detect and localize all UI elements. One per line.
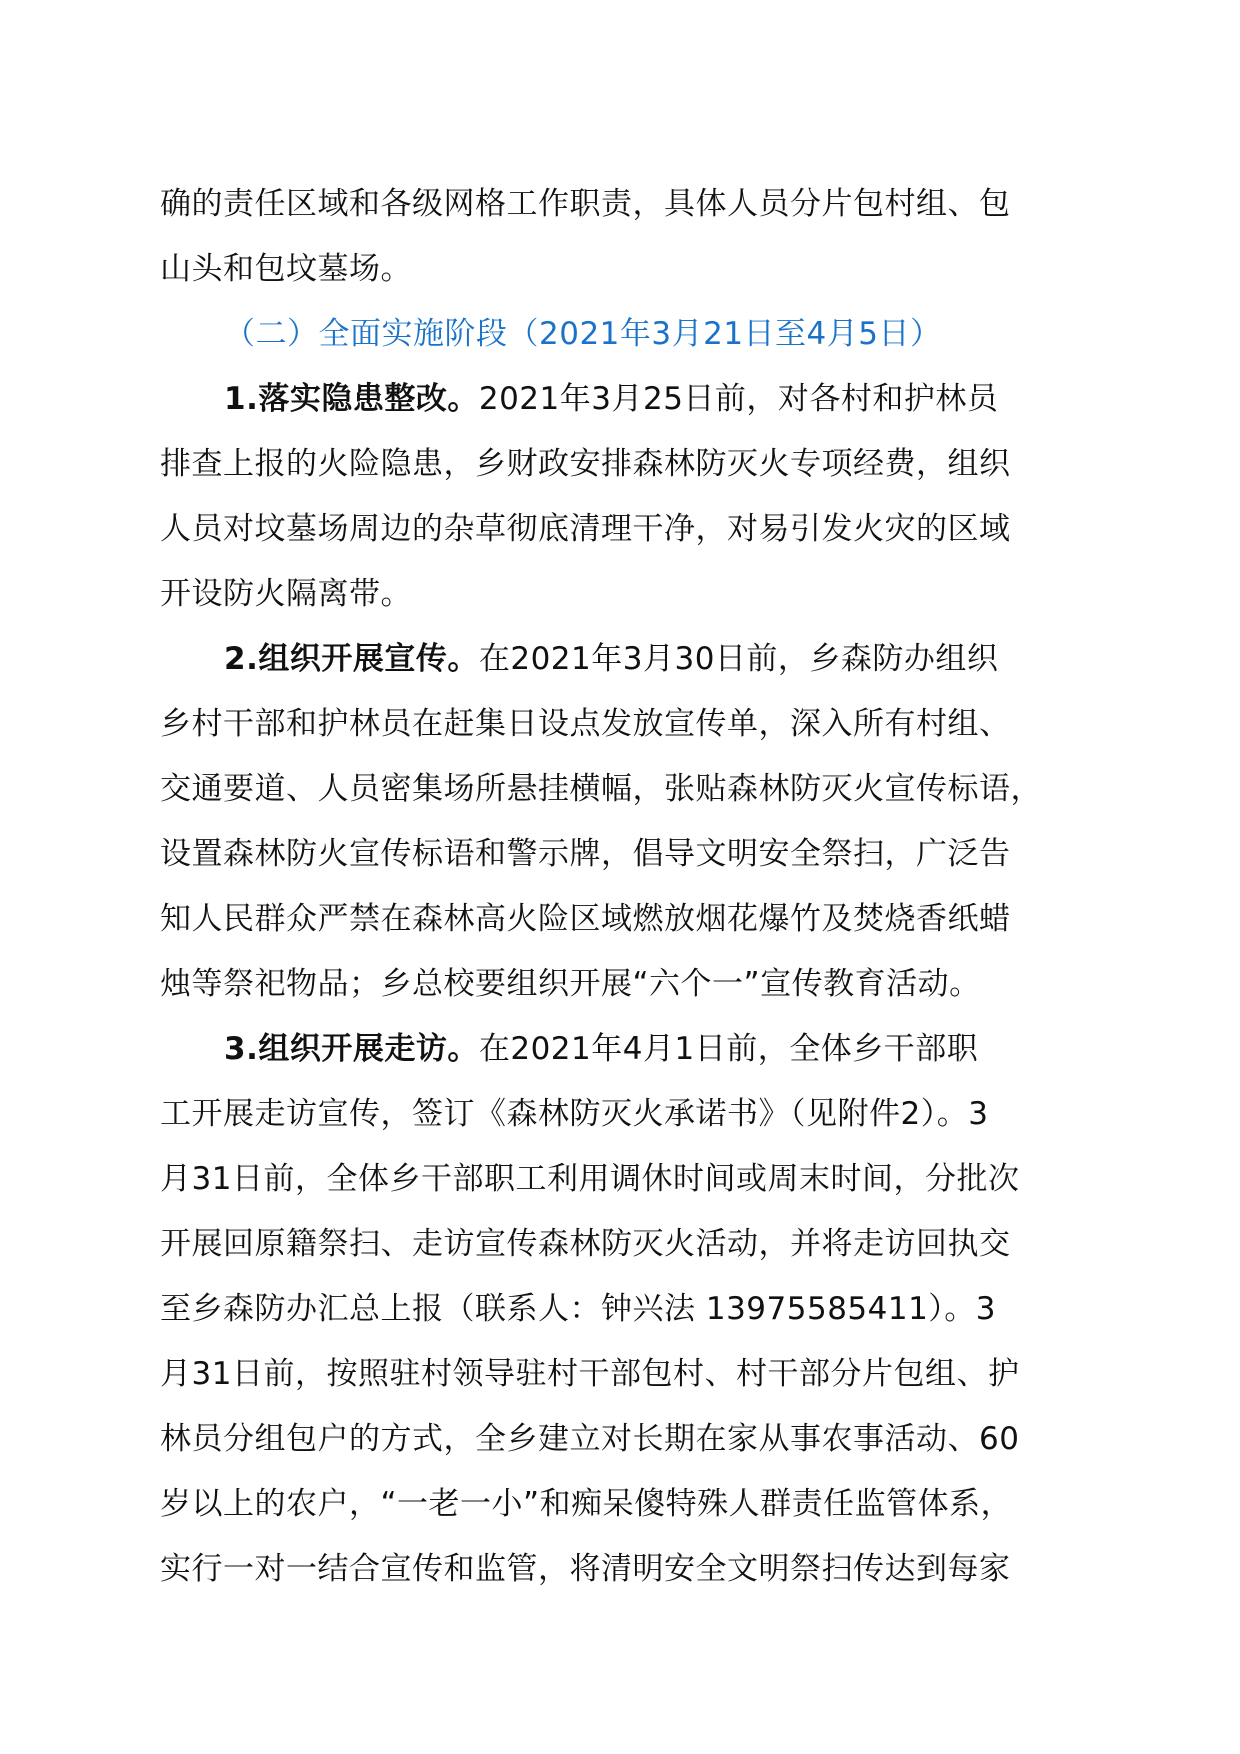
item-lead-1: 1.落实隐患整改。 (224, 381, 479, 417)
item-lead-3: 3.组织开展走访。 (224, 1031, 479, 1067)
paragraph-line: 确的责任区域和各级网格工作职责，具体人员分片包村组、包 (160, 186, 1011, 222)
paragraph-line: 乡村干部和护林员在赶集日设点发放宣传单，深入所有村组、 (160, 706, 1011, 742)
paragraph-line: 交通要道、人员密集场所悬挂横幅，张贴森林防灭火宣传标语， (160, 771, 1042, 807)
paragraph-line (160, 1017, 1090, 1082)
item-text: 2021年3月25日前，对各村和护林员 (478, 381, 999, 417)
paragraph-line: 人员对坟墓场周边的杂草彻底清理干净，对易引发火灾的区域 (160, 511, 1011, 547)
item-lead-2: 2.组织开展宣传。 (224, 641, 479, 677)
paragraph-line: 知人民群众严禁在森林高火险区域燃放烟花爆竹及焚烧香纸蜡 (160, 901, 1011, 937)
paragraph-line: 烛等祭祀物品；乡总校要组织开展“六个一”宣传教育活动。 (160, 966, 981, 1002)
section-heading: （二）全面实施阶段（2021年3月21日至4月5日） (224, 316, 942, 352)
paragraph-line: 工开展走访宣传，签订《森林防灭火承诺书》（见附件2）。3 (160, 1096, 989, 1132)
item-text: 在2021年3月30日前，乡森防办组织 (478, 641, 999, 677)
paragraph-line: 设置森林防火宣传标语和警示牌，倡导文明安全祭扫，广泛告 (160, 836, 1011, 872)
paragraph-line: 山头和包坟墓场。 (160, 251, 412, 287)
paragraph-line (160, 627, 1090, 692)
paragraph-line: 开设防火隔离带。 (160, 576, 412, 612)
paragraph-line: 实行一对一结合宣传和监管，将清明安全文明祭扫传达到每家 (160, 1551, 1011, 1587)
paragraph-line (160, 367, 1090, 432)
item-text: 在2021年4月1日前，全体乡干部职 (478, 1031, 979, 1067)
paragraph-line: 至乡森防办汇总上报（联系人：钟兴法 13975585411）。3 (160, 1291, 997, 1327)
paragraph-line: 开展回原籍祭扫、走访宣传森林防灭火活动，并将走访回执交 (160, 1226, 1011, 1262)
paragraph-line: 月31日前，按照驻村领导驻村干部包村、村干部分片包组、护 (160, 1356, 1020, 1392)
paragraph-line: 月31日前，全体乡干部职工利用调休时间或周末时间，分批次 (160, 1161, 1020, 1197)
paragraph-line: 排查上报的火险隐患，乡财政安排森林防灭火专项经费，组织 (160, 446, 1011, 482)
paragraph-line: 林员分组包户的方式，全乡建立对长期在家从事农事活动、60 (160, 1421, 1020, 1457)
paragraph-line: 岁以上的农户，“一老一小”和痴呆傻特殊人群责任监管体系， (160, 1486, 1013, 1522)
